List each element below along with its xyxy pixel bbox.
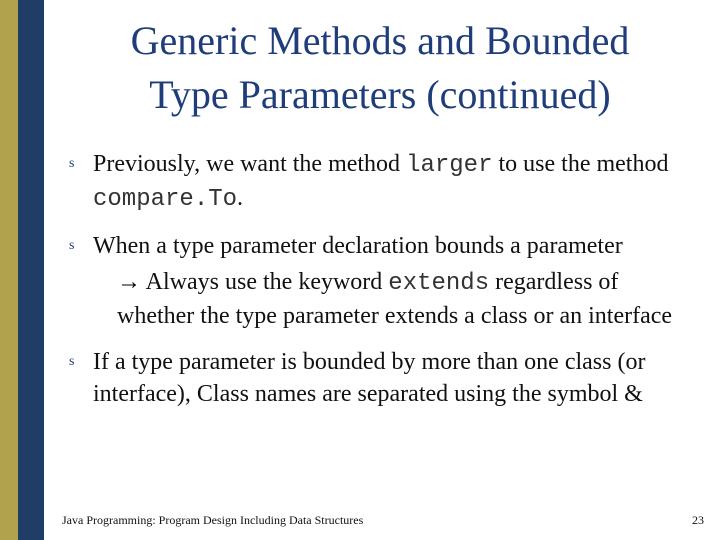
bullet-2-code-extends: extends (388, 270, 490, 297)
bullet-1-code-compareto: compare.To (93, 186, 238, 213)
bullet-marker-icon: s (69, 354, 75, 369)
bullet-1-text-2: to use the method (492, 151, 669, 177)
bullet-item-2 (60, 230, 700, 332)
bullet-1-code-larger: larger (406, 152, 493, 179)
bullet-1-text-3: . (237, 185, 244, 211)
bullet-3-text: If a type parameter is bounded by more than one class (or interface), Class names are separated using the symbol & (93, 349, 646, 407)
bullet-2-text: When a type parameter declaration bounds a parameter (93, 233, 623, 259)
title-line-2: Type Parameters (continued) (149, 72, 611, 117)
footer-course-title: Java Programming: Program Design Including Data Structures (62, 513, 364, 527)
bullet-2-subpoint (93, 266, 700, 332)
footer-page-number: 23 (692, 513, 704, 527)
right-arrow-icon: → (117, 269, 141, 295)
slide-content (60, 148, 700, 424)
bullet-2-sub-text-2: regardless of whether the type parameter extends a class or an interface (117, 269, 673, 329)
bullet-item-3 (60, 346, 700, 410)
slide-title (60, 14, 700, 122)
title-line-1: Generic Methods and Bounded (130, 18, 630, 63)
left-navy-stripe (18, 0, 44, 540)
bullet-item-1 (60, 148, 700, 216)
bullet-marker-icon: s (69, 238, 75, 253)
left-olive-stripe (0, 0, 18, 540)
bullet-2-sub-text-1: Always use the keyword (141, 269, 389, 295)
bullet-marker-icon: s (69, 156, 75, 171)
bullet-1-text-1: Previously, we want the method (93, 151, 407, 177)
